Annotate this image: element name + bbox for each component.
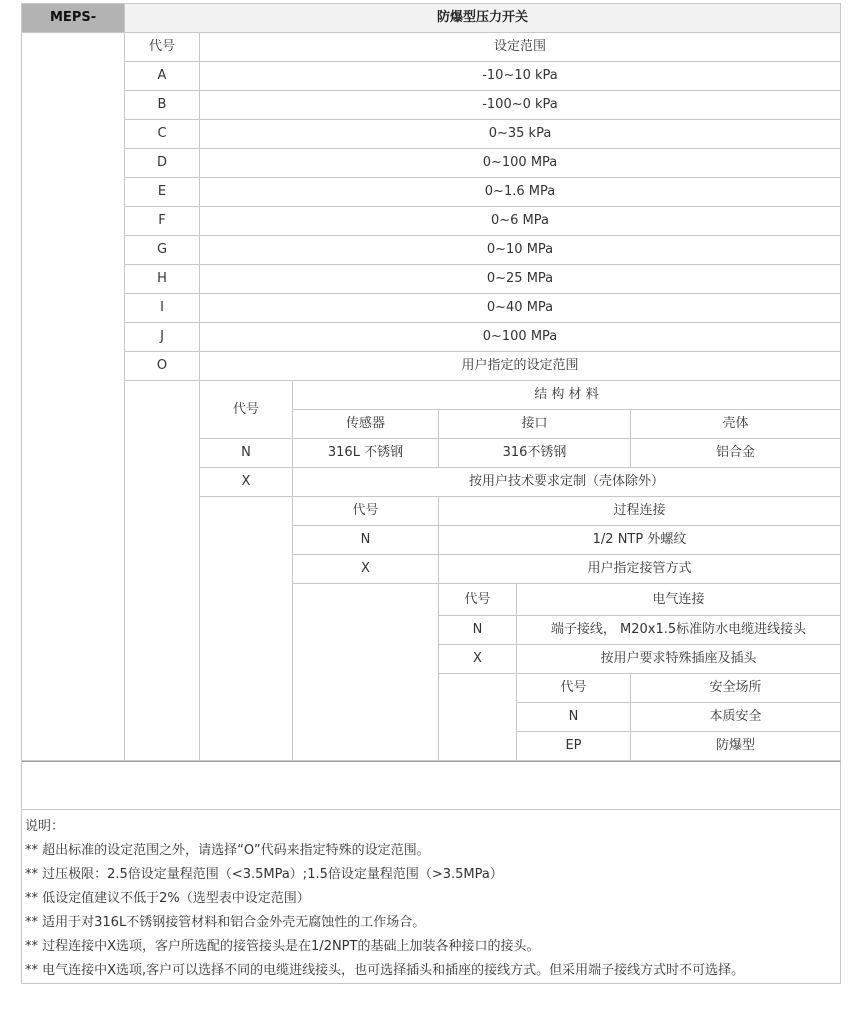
range-code-cell: C xyxy=(125,120,200,149)
range-value-cell: 0~6 MPa xyxy=(200,207,841,236)
range-value-cell: 0~10 MPa xyxy=(200,236,841,265)
range-code-cell: H xyxy=(125,265,200,294)
range-value-cell: 0~25 MPa xyxy=(200,265,841,294)
material-port-header: 接口 xyxy=(439,410,631,439)
material-code-cell: N xyxy=(200,439,293,468)
material-housing-cell: 铝合金 xyxy=(631,439,841,468)
material-sensor-header: 传感器 xyxy=(293,410,439,439)
safety-name-header: 安全场所 xyxy=(631,674,841,703)
safety-code-header: 代号 xyxy=(517,674,631,703)
electric-name-header: 电气连接 xyxy=(517,584,841,616)
range-value-cell: 0~1.6 MPa xyxy=(200,178,841,207)
range-code-header: 代号 xyxy=(125,33,200,62)
material-custom-cell: 按用户技术要求定制（壳体除外） xyxy=(293,468,841,497)
range-value-cell: -100~0 kPa xyxy=(200,91,841,120)
process-value-cell: 1/2 NTP 外螺纹 xyxy=(439,526,841,555)
electric-code-cell: X xyxy=(439,645,517,674)
material-port-cell: 316不锈钢 xyxy=(439,439,631,468)
process-value-cell: 用户指定接管方式 xyxy=(439,555,841,584)
code-column-spacer xyxy=(125,381,200,761)
note-line: ** 适用于对316L不锈钢接管材料和铝合金外壳无腐蚀性的工作场合。 xyxy=(25,915,426,930)
range-code-cell: O xyxy=(125,352,200,381)
range-value-cell: 用户指定的设定范围 xyxy=(200,352,841,381)
safety-code-cell: EP xyxy=(517,732,631,761)
range-code-cell: B xyxy=(125,91,200,120)
note-line: ** 过程连接中X选项，客户所选配的接管接头是在1/2NPT的基础上加装各种接口的接头。 xyxy=(25,939,540,954)
safety-code-cell: N xyxy=(517,703,631,732)
notes-title: 说明： xyxy=(25,819,65,834)
electric-column-spacer xyxy=(439,674,517,761)
material-column-spacer xyxy=(200,497,293,761)
material-code-header: 代号 xyxy=(200,381,293,439)
note-line: ** 过压极限：2.5倍设定量程范围（<3.5MPa）;1.5倍设定量程范围（>3.5MPa） xyxy=(25,867,503,882)
range-code-cell: E xyxy=(125,178,200,207)
process-code-cell: N xyxy=(293,526,439,555)
range-name-header: 设定范围 xyxy=(200,33,841,62)
blank-row xyxy=(21,761,841,810)
electric-value-cell: 端子接线， M20x1.5标准防水电缆进线接头 xyxy=(517,616,841,645)
product-prefix: MEPS- xyxy=(21,3,125,33)
range-code-cell: A xyxy=(125,62,200,91)
range-code-cell: J xyxy=(125,323,200,352)
electric-code-header: 代号 xyxy=(439,584,517,616)
note-line: ** 电气连接中X选项,客户可以选择不同的电缆进线接头，也可选择插头和插座的接线方式。但采用端子接线方式时不可选择。 xyxy=(25,963,745,978)
process-name-header: 过程连接 xyxy=(439,497,841,526)
note-line: ** 低设定值建议不低于2%（选型表中设定范围） xyxy=(25,891,310,906)
material-code-cell: X xyxy=(200,468,293,497)
product-title: 防爆型压力开关 xyxy=(125,3,841,33)
electric-code-cell: N xyxy=(439,616,517,645)
range-code-cell: D xyxy=(125,149,200,178)
process-column-spacer xyxy=(293,584,439,761)
range-value-cell: -10~10 kPa xyxy=(200,62,841,91)
material-sensor-cell: 316L 不锈钢 xyxy=(293,439,439,468)
range-value-cell: 0~100 MPa xyxy=(200,323,841,352)
range-value-cell: 0~35 kPa xyxy=(200,120,841,149)
note-line: ** 超出标准的设定范围之外，请选择“O”代码来指定特殊的设定范围。 xyxy=(25,843,430,858)
process-code-cell: X xyxy=(293,555,439,584)
material-name-header: 结 构 材 料 xyxy=(293,381,841,410)
range-code-cell: G xyxy=(125,236,200,265)
range-value-cell: 0~40 MPa xyxy=(200,294,841,323)
safety-value-cell: 防爆型 xyxy=(631,732,841,761)
electric-value-cell: 按用户要求特殊插座及插头 xyxy=(517,645,841,674)
left-spacer-column xyxy=(21,33,125,761)
process-code-header: 代号 xyxy=(293,497,439,526)
material-housing-header: 壳体 xyxy=(631,410,841,439)
range-code-cell: I xyxy=(125,294,200,323)
safety-value-cell: 本质安全 xyxy=(631,703,841,732)
range-code-cell: F xyxy=(125,207,200,236)
range-value-cell: 0~100 MPa xyxy=(200,149,841,178)
notes-section xyxy=(21,810,841,984)
